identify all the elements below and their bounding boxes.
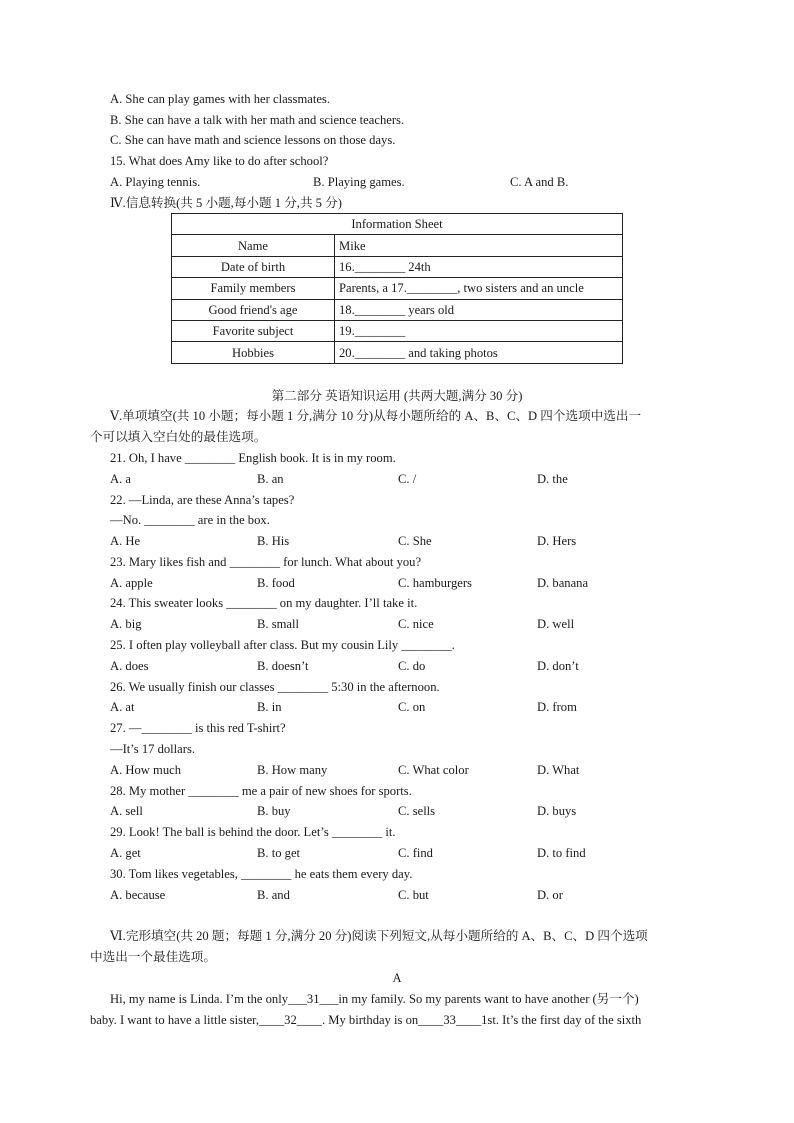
row-value: Mike xyxy=(335,235,623,256)
q25-option-d: D. don’t xyxy=(537,659,579,673)
q22-option-a: A. He xyxy=(110,534,141,548)
q27-option-b: B. How many xyxy=(257,763,328,777)
q25-option-b: B. doesn’t xyxy=(257,659,309,673)
q21-option-d: D. the xyxy=(537,472,568,486)
row-label: Favorite subject xyxy=(172,320,335,341)
q24-option-c: C. nice xyxy=(398,617,434,631)
q22-option-b: B. His xyxy=(257,534,290,548)
section5-instructions-line2: 个可以填入空白处的最佳选项。 xyxy=(90,430,267,444)
q26-stem: 26. We usually finish our classes ________ 5:30 in the afternoon. xyxy=(110,680,440,694)
q27-stem: 27. —________ is this red T-shirt? xyxy=(110,721,286,735)
section5-instructions-line1: Ⅴ.单项填空(共 10 小题；每小题 1 分,满分 10 分)从每小题所给的 A、B、C、D 四个选项中选出一 xyxy=(110,409,642,423)
q26-option-a: A. at xyxy=(110,700,135,714)
table-header: Information Sheet xyxy=(172,214,623,235)
passage-label: A xyxy=(392,971,402,985)
q30-stem: 30. Tom likes vegetables, ________ he eats them every day. xyxy=(110,867,413,881)
q28-option-c: C. sells xyxy=(398,804,436,818)
q30-option-c: C. but xyxy=(398,888,429,902)
information-sheet-table xyxy=(171,213,623,364)
row-label: Family members xyxy=(172,278,335,299)
q22-option-d: D. Hers xyxy=(537,534,577,548)
q29-option-a: A. get xyxy=(110,846,141,860)
q23-option-d: D. banana xyxy=(537,576,589,590)
table-row xyxy=(172,320,623,341)
q28-stem: 28. My mother ________ me a pair of new shoes for sports. xyxy=(110,784,412,798)
section6-instructions-line1: Ⅵ.完形填空(共 20 题；每题 1 分,满分 20 分)阅读下列短文,从每小题所给的 A、B、C、D 四个选项 xyxy=(110,929,648,943)
section4-title: Ⅳ.信息转换(共 5 小题,每小题 1 分,共 5 分) xyxy=(110,196,342,210)
q26-option-c: C. on xyxy=(398,700,426,714)
q25-option-a: A. does xyxy=(110,659,149,673)
table-row xyxy=(172,278,623,299)
part2-title: 第二部分 英语知识运用 (共两大题,满分 30 分) xyxy=(271,389,523,403)
q27-stem-reply: —It’s 17 dollars. xyxy=(110,742,196,756)
row-label: Good friend's age xyxy=(172,299,335,320)
row-value: 18.________ years old xyxy=(335,299,623,320)
row-label: Hobbies xyxy=(172,342,335,363)
q28-option-a: A. sell xyxy=(110,804,143,818)
row-value: 19.________ xyxy=(335,320,623,341)
q26-option-b: B. in xyxy=(257,700,282,714)
q24-option-a: A. big xyxy=(110,617,142,631)
q30-option-a: A. because xyxy=(110,888,166,902)
q27-option-a: A. How much xyxy=(110,763,182,777)
q24-option-d: D. well xyxy=(537,617,575,631)
q22-stem-reply: —No. ________ are in the box. xyxy=(110,513,270,527)
q30-option-d: D. or xyxy=(537,888,563,902)
q15-option-b: B. Playing games. xyxy=(313,175,405,189)
q21-option-b: B. an xyxy=(257,472,284,486)
q29-option-c: C. find xyxy=(398,846,433,860)
q21-option-a: A. a xyxy=(110,472,131,486)
q22-stem: 22. —Linda, are these Anna’s tapes? xyxy=(110,493,295,507)
table-row xyxy=(172,299,623,320)
q15-stem: 15. What does Amy like to do after school? xyxy=(110,154,329,168)
q26-option-d: D. from xyxy=(537,700,577,714)
table-row xyxy=(172,235,623,256)
q21-stem: 21. Oh, I have ________ English book. It is in my room. xyxy=(110,451,396,465)
q28-option-b: B. buy xyxy=(257,804,291,818)
passage-line-1: Hi, my name is Linda. I’m the only___31___in my family. So my parents want to have another (另一个) xyxy=(110,992,639,1006)
q21-option-c: C. / xyxy=(398,472,417,486)
q15-option-c: C. A and B. xyxy=(510,175,569,189)
table-row xyxy=(172,256,623,277)
q24-option-b: B. small xyxy=(257,617,299,631)
q27-option-c: C. What color xyxy=(398,763,469,777)
q29-option-b: B. to get xyxy=(257,846,301,860)
q15-option-a: A. Playing tennis. xyxy=(110,175,201,189)
q25-option-c: C. do xyxy=(398,659,426,673)
row-value: 20.________ and taking photos xyxy=(335,342,623,363)
row-label: Name xyxy=(172,235,335,256)
q22-option-c: C. She xyxy=(398,534,432,548)
q28-option-d: D. buys xyxy=(537,804,577,818)
q14-option-a: A. She can play games with her classmates. xyxy=(110,92,330,106)
row-value: Parents, a 17.________, two sisters and an uncle xyxy=(335,278,623,299)
q23-stem: 23. Mary likes fish and ________ for lunch. What about you? xyxy=(110,555,422,569)
table-header-row xyxy=(172,214,623,235)
q23-option-a: A. apple xyxy=(110,576,153,590)
q24-stem: 24. This sweater looks ________ on my daughter. I’ll take it. xyxy=(110,596,418,610)
q30-option-b: B. and xyxy=(257,888,290,902)
row-value: 16.________ 24th xyxy=(335,256,623,277)
q27-option-d: D. What xyxy=(537,763,580,777)
q23-option-b: B. food xyxy=(257,576,295,590)
q14-option-b: B. She can have a talk with her math and science teachers. xyxy=(110,113,405,127)
section6-instructions-line2: 中选出一个最佳选项。 xyxy=(90,950,216,964)
passage-line-2: baby. I want to have a little sister,____32____. My birthday is on____33____1st. It’s the first day of the sixth xyxy=(90,1013,642,1027)
q29-option-d: D. to find xyxy=(537,846,586,860)
q29-stem: 29. Look! The ball is behind the door. Let’s ________ it. xyxy=(110,825,396,839)
q23-option-c: C. hamburgers xyxy=(398,576,472,590)
table-row xyxy=(172,342,623,363)
row-label: Date of birth xyxy=(172,256,335,277)
q14-option-c: C. She can have math and science lessons on those days. xyxy=(110,133,396,147)
q25-stem: 25. I often play volleyball after class. But my cousin Lily ________. xyxy=(110,638,455,652)
